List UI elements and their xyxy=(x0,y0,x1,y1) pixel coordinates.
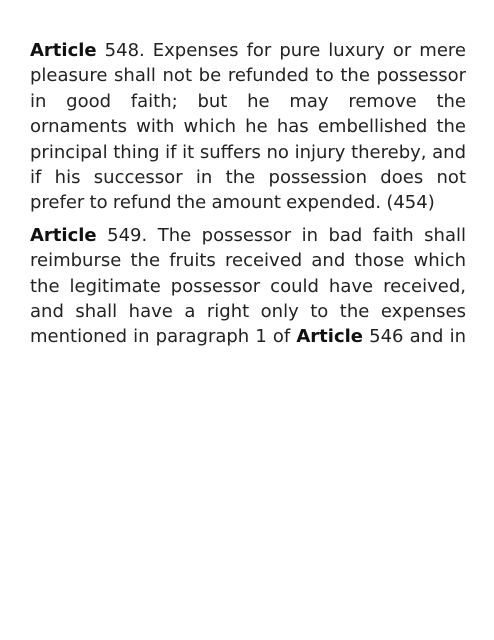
line-text: mentioned in paragraph 1 of xyxy=(30,326,297,348)
document-body xyxy=(30,38,466,357)
article-548-paragraph xyxy=(30,38,466,216)
article-heading: Article xyxy=(30,40,97,61)
text-line: the legitimate possessor could have received, xyxy=(30,275,466,297)
text-line xyxy=(30,223,466,248)
text-line: reimburse the fruits received and those which xyxy=(30,250,466,272)
line-text: 549. The possessor in bad faith shall xyxy=(96,224,466,246)
line-text: 546 and in xyxy=(363,326,466,348)
text-line xyxy=(30,324,466,349)
text-line: in good faith; but he may remove the xyxy=(30,90,466,112)
text-line: ornaments with which he has embellished the xyxy=(30,116,466,138)
article-549-paragraph xyxy=(30,223,466,350)
line-text: 548. Expenses for pure luxury or mere xyxy=(96,40,466,61)
article-reference: Article xyxy=(296,326,364,348)
text-line xyxy=(30,38,466,63)
text-line: prefer to refund the amount expended. (454) xyxy=(30,192,435,214)
article-heading: Article xyxy=(30,224,97,246)
text-line: pleasure shall not be refunded to the possessor xyxy=(30,65,466,87)
text-line: and shall have a right only to the expenses xyxy=(30,301,466,323)
text-line: if his successor in the possession does not xyxy=(30,167,466,189)
text-line: principal thing if it suffers no injury thereby, and xyxy=(30,141,466,163)
